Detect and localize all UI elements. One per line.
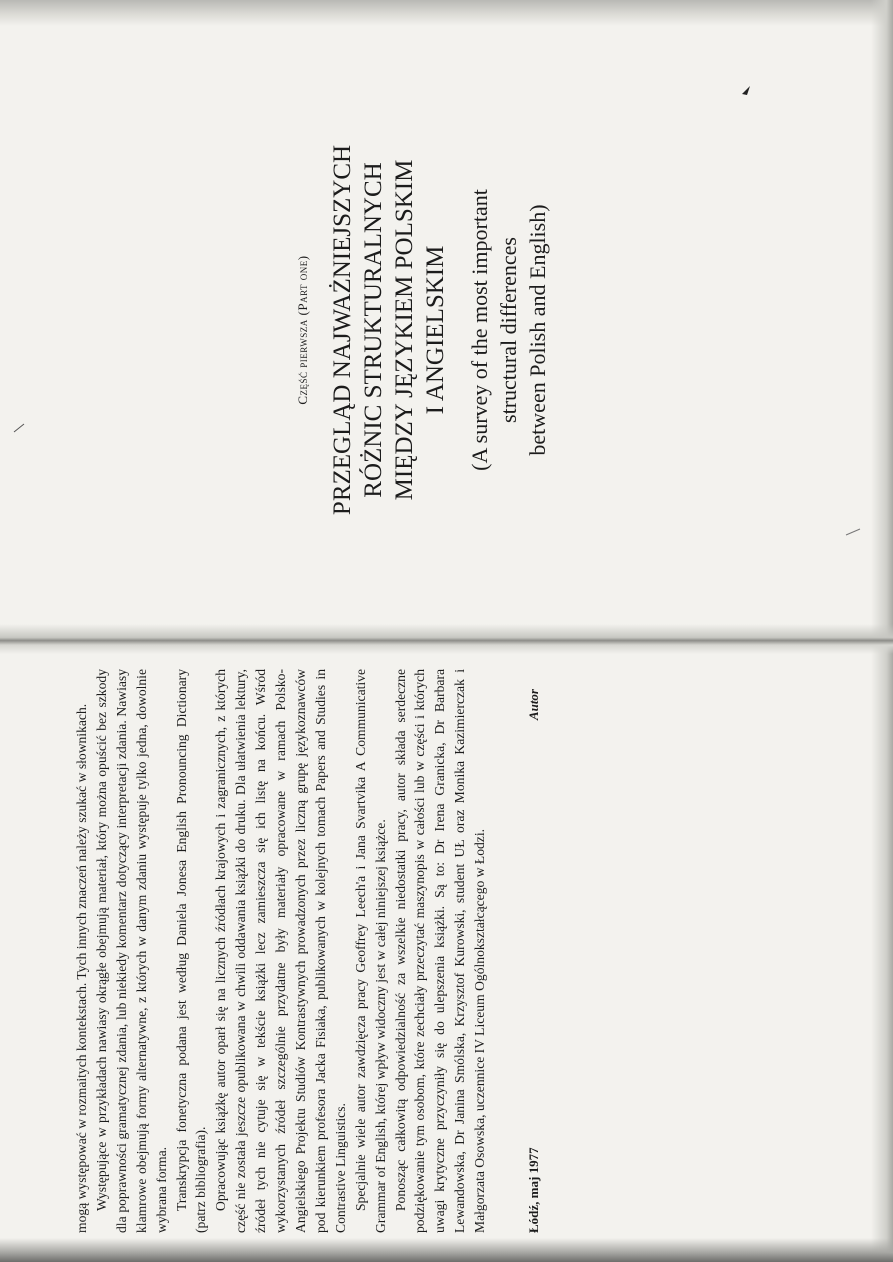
preface-paragraph: Transkrypcja fonetyczna podana jest według Daniela Jonesa English Pronouncing Dictionary (patrz bibliografia). <box>173 669 209 1233</box>
subtitle-line: between Polish and English) <box>525 204 550 456</box>
title-line: MIĘDZY JĘZYKIEM POLSKIM <box>391 159 418 501</box>
scratch-mark <box>14 424 24 432</box>
title-line: PRZEGLĄD NAJWAŻNIEJSZYCH <box>329 144 356 516</box>
author-signature: Autor <box>526 689 542 721</box>
ink-mark <box>742 86 750 95</box>
subtitle-line: (A survey of the most important <box>467 189 492 471</box>
place-date: Łódź, maj 1977 <box>526 1147 542 1233</box>
subtitle-line: structural differences <box>496 237 521 423</box>
scratch-mark <box>846 529 860 535</box>
preface-paragraph: Specjalnie wiele autor zawdzięcza pracy Geoffrey Leech'a i Jana Svartvika A Communicative Grammar of English, której wpływ widoczny jest w całej niniejszej książce. <box>352 669 388 1233</box>
preface-paragraph: Opracowując książkę autor oparł się na licznych źródłach krajowych i zagranicznych, z których część nie została jeszcze opublikowana w chwili oddawania książki do druku. Dla ułatwienia lektury, źródeł tych nie cytuje się w tekście książki lecz zamieszcza się ich listę na końcu. Wśród wykorzystanych źródeł szczególnie przydatne były materiały opracowane w ramach Polsko-Angielskiego Projektu Studiów Kontrastywnych prowadzonych przez liczną grupę językoznawców pod kierunkiem profesora Jacka Fisiaka, publikowanych w kolejnych tomach Papers and Studies in Contrastive Linguistics. <box>213 669 348 1233</box>
preface-paragraph: mogą występować w rozmaitych kontekstach. Tych innych znaczeń należy szukać w słownikach. <box>74 703 89 1233</box>
title-line: RÓŻNIC STRUKTURALNYCH <box>360 162 387 498</box>
part-label: Część pierwsza (Part one) <box>295 255 310 405</box>
preface-paragraph: Występujące w przykładach nawiasy okrągłe obejmują materiał, który można opuścić bez szkody dla poprawności gramatycznej zdania, lub niekiedy komentarz dotyczący interpretacji zdania. Nawiasy klamrowe obejmują formy alternatywne, z których w danym zdaniu występuje tylko jedna, dowolnie wybrana forma. <box>93 669 169 1233</box>
title-line: I ANGIELSKIM <box>422 245 449 415</box>
preface-paragraph: Ponosząc całkowitą odpowiedzialność za wszelkie niedostatki pracy, autor składa serdeczne podziękowanie tym osobom, które zechciały przeczytać maszynopis w całości lub w części i których uwagi krytyczne przyczyniły się do ulepszenia książki. Są to: Dr Irena Granicka, Dr Barbara Lewandowska, Dr Janina Smólska, Krzysztof Kurowski, student UŁ oraz Monika Kazimierczak i Małgorzata Osowska, uczennice IV Liceum Ogólnokształcącego w Łodzi. <box>392 669 488 1233</box>
